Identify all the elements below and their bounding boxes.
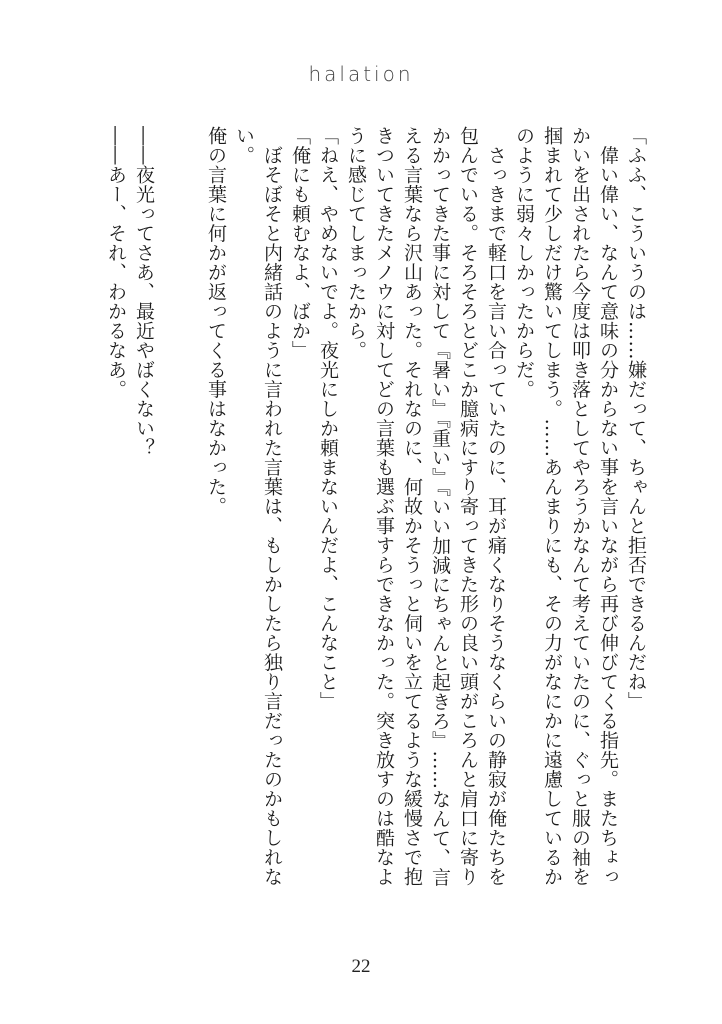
paragraph: 偉い偉い、なんて意味の分からない事を言いながら再び伸びてくる指先。またちょっかいを出されたら今度は叩き落としてやろうかなんて考えていたのに、ぐっと服の袖を掴まれて少しだけ驚いてしまう。……あんまりにも、その力がなにかに遠慮しているかのように弱々しかったからだ。: [513, 126, 619, 887]
blank-line: [158, 126, 202, 896]
paragraph: 「ふふ、こういうのは……嫌だって、ちゃんと拒否できるんだね」: [625, 126, 647, 711]
paragraph: 「俺にも頼むなよ、ばか」: [289, 126, 311, 360]
running-header: halation: [308, 62, 414, 86]
page-number: 22: [351, 956, 371, 977]
body-text: [102, 126, 650, 896]
paragraph: ――夜光ってさあ、最近やばくない？: [133, 126, 155, 458]
paragraph: 「ねえ、やめないでよ。夜光にしか頼まないんだよ、こんなこと」: [317, 126, 339, 711]
paragraph: さっきまで軽口を言い合っていたのに、耳が痛くなりそうなくらいの静寂が俺たちを包んでいる。そろそろとどこか臆病にすり寄ってきた形の良い頭がころんと肩口に寄りかかってきた事に対して『暑い』『重い』『いい加減にちゃんと起きろ』……なんて、言える言葉なら沢山あった。それなのに、何故かそうっと伺いを立てるような緩慢さで抱きついてきたメノウに対してどの言葉も選ぶ事すらできなかった。突き放すのは酷なように感じてしまったから。: [345, 126, 507, 887]
paragraph: ――あー、それ、わかるなあ。: [105, 126, 127, 399]
paragraph: ぼそぼそと内緒話のように言われた言葉は、もしかしたら独り言だったのかもしれない。: [233, 126, 283, 887]
paragraph: 俺の言葉に何かが返ってくる事はなかった。: [205, 126, 227, 516]
